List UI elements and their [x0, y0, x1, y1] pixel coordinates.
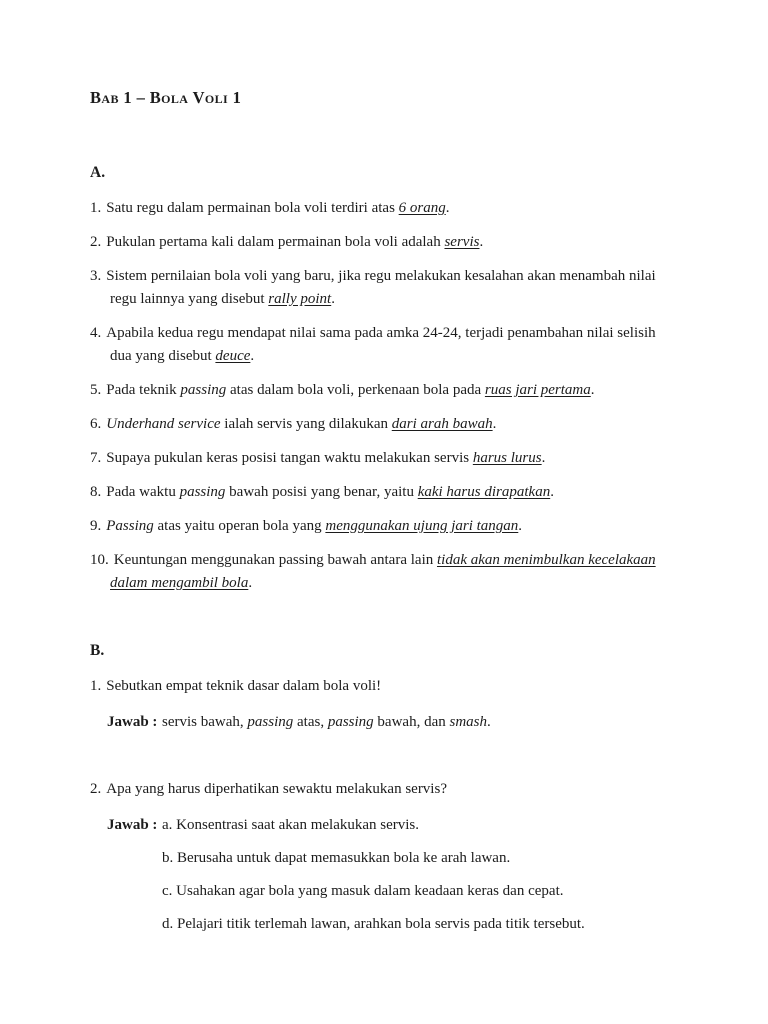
text-segment: Underhand service — [106, 416, 221, 432]
answer-label: Jawab : — [107, 817, 162, 833]
text-segment: . — [590, 382, 595, 398]
list-item — [90, 515, 694, 538]
text-segment: smash — [449, 714, 487, 730]
text-segment: passing — [180, 382, 227, 398]
text-segment: Pada waktu — [106, 484, 180, 500]
text-segment: servis — [444, 234, 480, 250]
question-row — [90, 675, 694, 698]
section-a-list — [90, 197, 694, 595]
text-segment: . — [487, 714, 491, 730]
answer-line — [162, 711, 694, 734]
answer-line — [162, 880, 694, 903]
list-item — [90, 549, 694, 595]
text-segment: passing — [247, 714, 294, 730]
item-number: 1. — [90, 200, 102, 216]
text-segment: atas yaitu operan bola yang — [153, 518, 326, 534]
text-segment: . — [492, 416, 497, 432]
text-segment: d. Pelajari titik terlemah lawan, arahkan bola servis pada titik tersebut. — [162, 916, 585, 932]
list-item — [90, 231, 694, 254]
text-segment: . — [541, 450, 546, 466]
text-segment: tidak akan menimbulkan kecelakaan — [436, 552, 656, 568]
list-item — [90, 197, 694, 220]
text-segment: menggunakan ujung jari tangan — [325, 518, 519, 534]
text-segment: Satu regu dalam permainan bola voli terdiri atas — [106, 200, 399, 216]
question-number: 2. — [90, 781, 102, 797]
text-segment: Supaya pukulan keras posisi tangan waktu melakukan servis — [106, 450, 473, 466]
list-item — [90, 481, 694, 504]
list-item — [90, 379, 694, 402]
item-number: 7. — [90, 450, 102, 466]
text-segment: . — [518, 518, 523, 534]
answer-line — [162, 814, 694, 837]
text-segment: atas, — [293, 714, 328, 730]
item-number: 5. — [90, 382, 102, 398]
text-segment: . — [248, 575, 253, 591]
question-row — [90, 778, 694, 801]
question-answer-block — [90, 778, 694, 936]
text-segment: deuce — [215, 348, 251, 364]
text-segment: . — [445, 200, 450, 216]
text-segment: Sistem pernilaian bola voli yang baru, jika regu melakukan kesalahan akan menambah nilai — [106, 268, 656, 284]
text-segment: 6 orang — [398, 200, 446, 216]
text-segment: Apa yang harus diperhatikan sewaktu melakukan servis? — [106, 781, 447, 797]
section-b-label: B. — [90, 642, 105, 659]
text-segment: harus lurus — [472, 450, 542, 466]
list-item — [90, 447, 694, 470]
text-segment: Pukulan pertama kali dalam permainan bola voli adalah — [106, 234, 445, 250]
answer-block — [90, 711, 694, 734]
item-number: 3. — [90, 268, 102, 284]
text-segment: ialah servis yang dilakukan — [220, 416, 392, 432]
answer-block — [90, 814, 694, 936]
text-segment: Pada teknik — [106, 382, 181, 398]
section-a-label: A. — [90, 164, 106, 181]
page-title: Bab 1 – Bola Voli 1 — [90, 88, 242, 107]
question-answer-block — [90, 675, 694, 734]
list-item — [90, 322, 694, 368]
item-number: 9. — [90, 518, 102, 534]
text-segment: rally point — [268, 291, 332, 307]
text-segment: dalam mengambil bola — [110, 575, 249, 591]
text-segment: c. Usahakan agar bola yang masuk dalam keadaan keras dan cepat. — [162, 883, 564, 899]
text-segment: bawah posisi yang benar, yaitu — [225, 484, 418, 500]
text-segment: servis bawah, — [162, 714, 248, 730]
item-number: 4. — [90, 325, 102, 341]
text-segment: . — [250, 348, 255, 364]
text-segment: ruas jari pertama — [484, 382, 591, 398]
text-segment: atas dalam bola voli, perkenaan bola pada — [226, 382, 485, 398]
text-segment: . — [331, 291, 335, 307]
text-segment: passing — [327, 714, 374, 730]
answer-label: Jawab : — [107, 714, 162, 730]
item-number: 6. — [90, 416, 102, 432]
item-number: 8. — [90, 484, 102, 500]
text-segment: dua yang disebut — [110, 348, 216, 364]
item-number: 10. — [90, 552, 109, 568]
answer-line — [162, 847, 694, 870]
text-segment: Apabila kedua regu mendapat nilai sama pada amka 24-24, terjadi penambahan nilai selisih — [106, 325, 656, 341]
text-segment: . — [550, 484, 554, 500]
answer-line — [162, 913, 694, 936]
text-segment: . — [479, 234, 484, 250]
text-segment: bawah, dan — [373, 714, 450, 730]
text-segment: regu lainnya yang disebut — [110, 291, 269, 307]
list-item — [90, 413, 694, 436]
text-segment: Keuntungan menggunakan passing bawah antara lain — [113, 552, 437, 568]
text-segment: passing — [179, 484, 226, 500]
text-segment: b. Berusaha untuk dapat memasukkan bola ke arah lawan. — [162, 850, 511, 866]
text-segment: Sebutkan empat teknik dasar dalam bola voli! — [106, 678, 382, 694]
text-segment: Passing — [106, 518, 154, 534]
section-b-list — [90, 675, 694, 936]
question-number: 1. — [90, 678, 102, 694]
text-segment: dari arah bawah — [391, 416, 493, 432]
item-number: 2. — [90, 234, 102, 250]
text-segment: a. Konsentrasi saat akan melakukan servis. — [162, 817, 419, 833]
list-item — [90, 265, 694, 311]
text-segment: kaki harus dirapatkan — [417, 484, 551, 500]
